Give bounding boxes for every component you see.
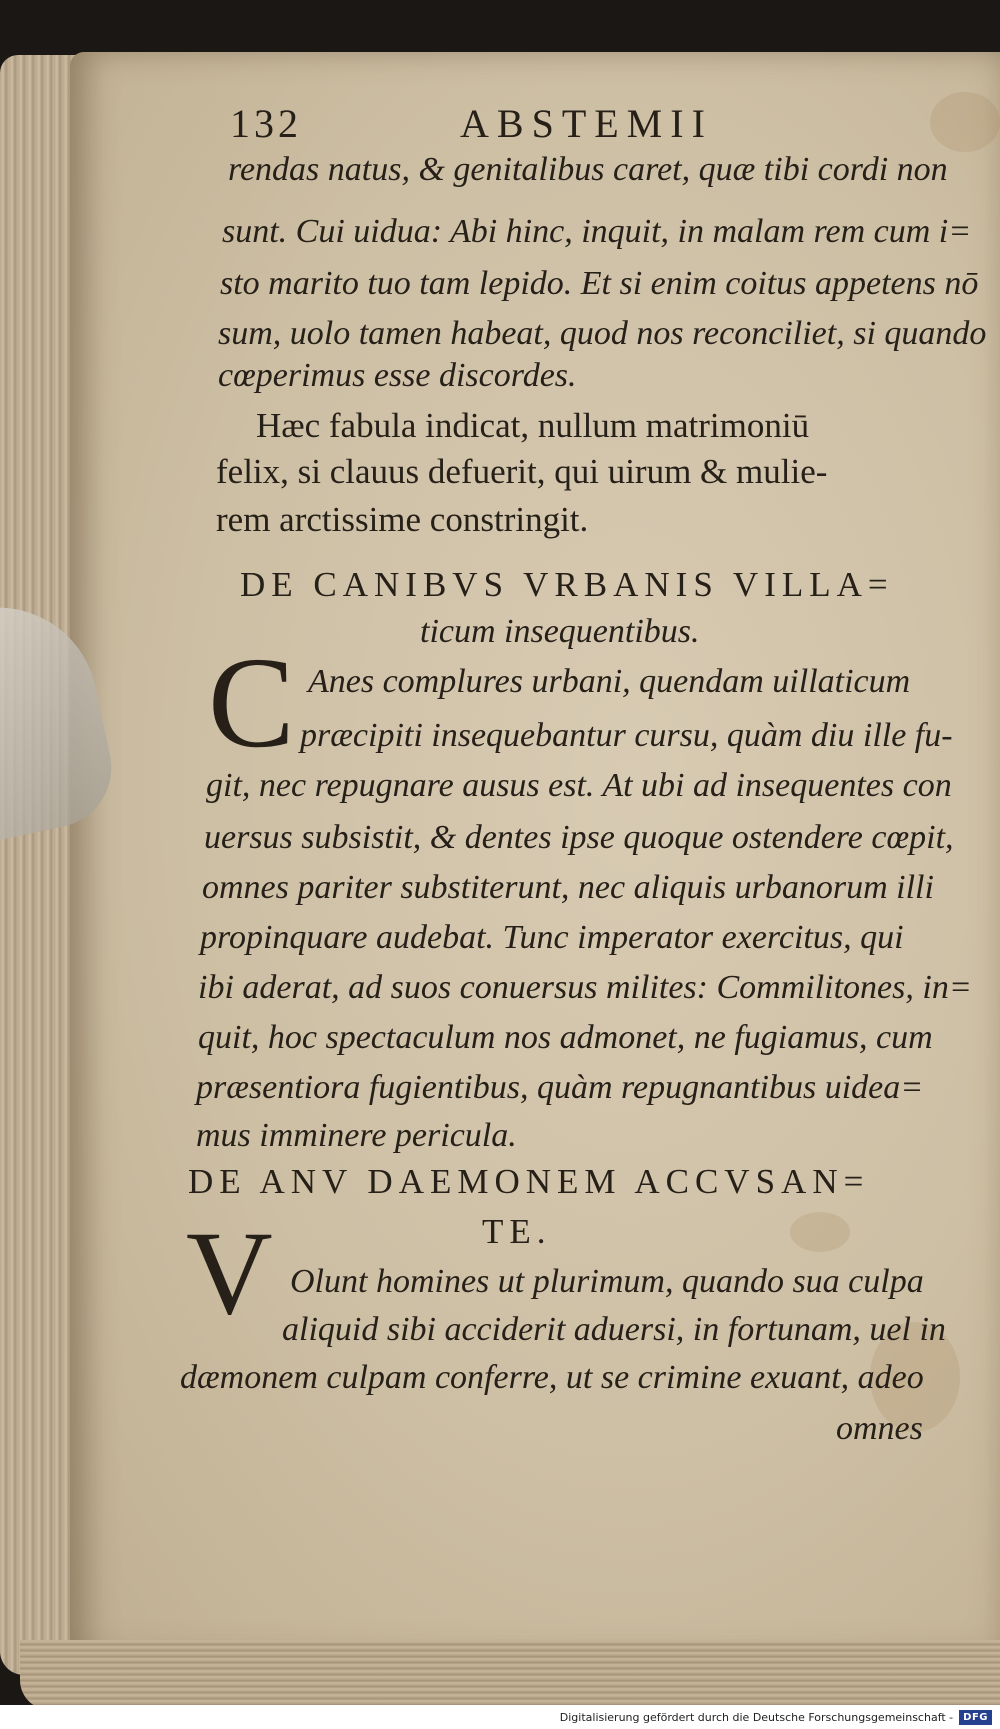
- drop-initial: V: [186, 1206, 273, 1339]
- page-stack-bottom: [20, 1640, 1000, 1710]
- text-line: omnes pariter substiterunt, nec aliquis urbanorum illi: [202, 869, 934, 906]
- fable-heading: DE ANV DAEMONEM ACCVSAN=: [188, 1162, 870, 1201]
- text-line: uersus subsistit, & dentes ipse quoque ostendere cœpit,: [204, 819, 954, 856]
- running-head: ABSTEMII: [460, 101, 713, 146]
- text-line: sum, uolo tamen habeat, quod nos reconciliet, si quando: [218, 315, 987, 352]
- moral-line: Hæc fabula indicat, nullum matrimoniū: [256, 406, 810, 445]
- moral-line: rem arctissime constringit.: [216, 500, 589, 539]
- text-line: ibi aderat, ad suos conuersus milites: Commilitones, in=: [198, 969, 972, 1006]
- stain: [790, 1212, 850, 1252]
- text-line: præsentiora fugientibus, quàm repugnantibus uidea=: [196, 1069, 924, 1106]
- moral-line: felix, si clauus defuerit, qui uirum & mulie-: [216, 452, 828, 491]
- fable-heading: DE CANIBVS VRBANIS VILLA=: [240, 565, 894, 604]
- text-line: mus imminere pericula.: [196, 1117, 517, 1154]
- drop-initial: C: [208, 631, 295, 775]
- digitization-credit: Digitalisierung gefördert durch die Deutsche Forschungsgemeinschaft -: [559, 1710, 954, 1724]
- dfg-logo: DFG: [959, 1710, 992, 1725]
- text-line: propinquare audebat. Tunc imperator exercitus, qui: [200, 919, 904, 956]
- text-line: præcipiti insequebantur cursu, quàm diu ille fu-: [300, 717, 953, 754]
- text-line: git, nec repugnare ausus est. At ubi ad insequentes con: [206, 767, 952, 804]
- stain: [930, 92, 1000, 152]
- digitization-credit-bar: [0, 1705, 1000, 1729]
- page-number: 132: [230, 101, 302, 146]
- catchword: omnes: [836, 1410, 923, 1447]
- text-line: Olunt homines ut plurimum, quando sua culpa: [290, 1263, 924, 1300]
- text-line: dæmonem culpam conferre, ut se crimine exuant, adeo: [180, 1359, 924, 1396]
- text-line: aliquid sibi acciderit aduersi, in fortunam, uel in: [282, 1311, 946, 1348]
- text-line: sunt. Cui uidua: Abi hinc, inquit, in malam rem cum i=: [222, 213, 972, 250]
- text-line: cœperimus esse discordes.: [218, 357, 577, 394]
- text-line: rendas natus, & genitalibus caret, quæ tibi cordi non: [228, 151, 948, 188]
- fable-subheading: ticum insequentibus.: [420, 613, 700, 650]
- text-line: Anes complures urbani, quendam uillaticum: [308, 663, 911, 700]
- text-line: sto marito tuo tam lepido. Et si enim coitus appetens nō: [220, 265, 979, 302]
- fable-heading-cont: TE.: [482, 1212, 552, 1251]
- text-line: quit, hoc spectaculum nos admonet, ne fugiamus, cum: [198, 1019, 933, 1056]
